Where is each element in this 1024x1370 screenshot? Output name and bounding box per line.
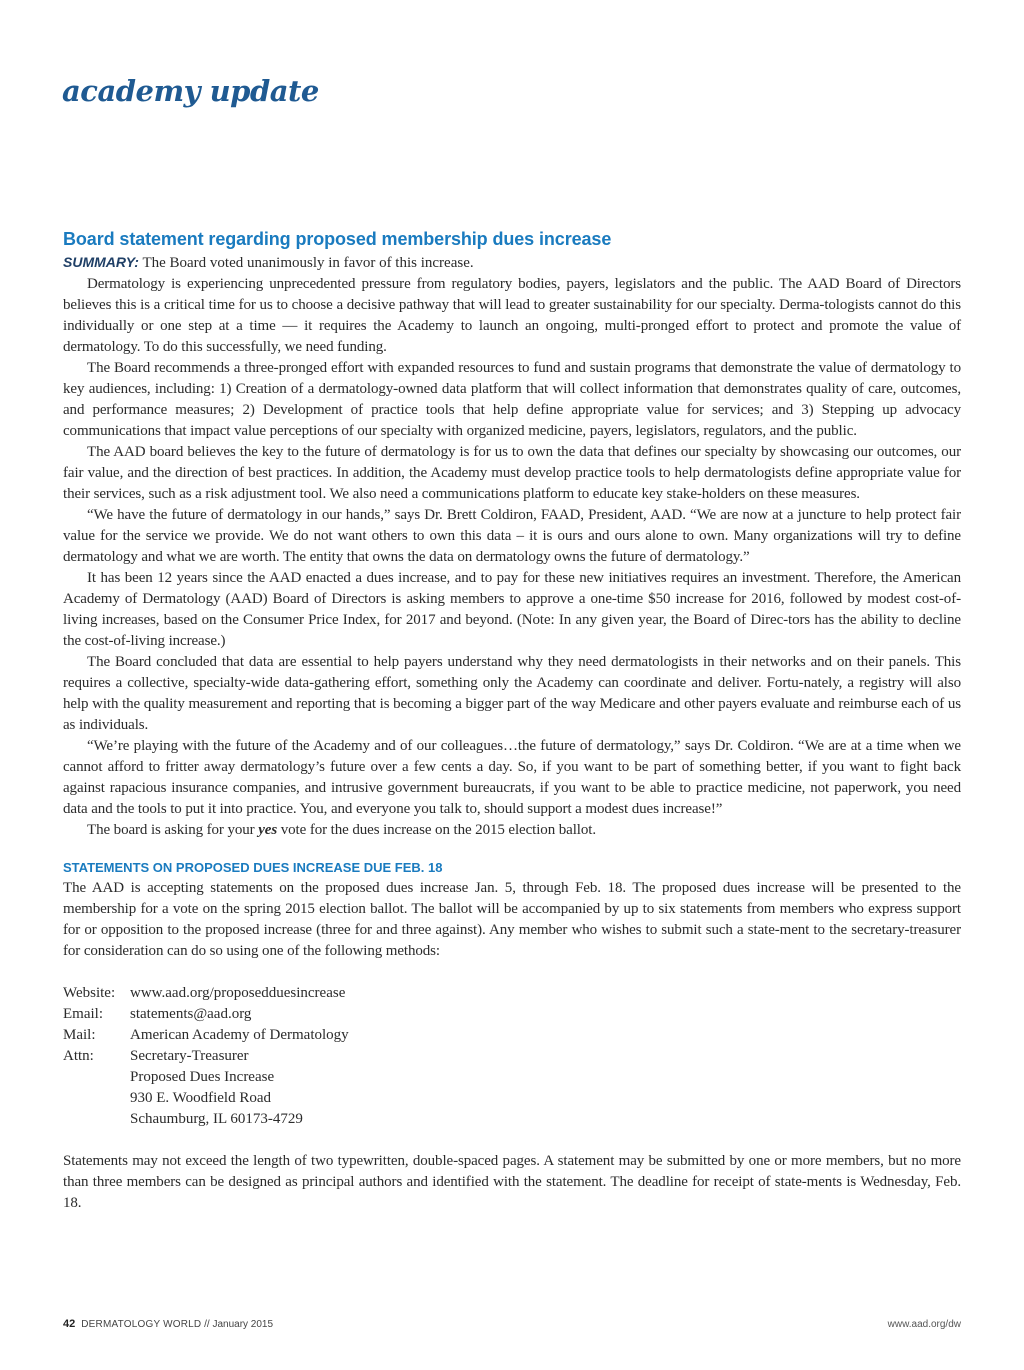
- contact-methods: [63, 983, 961, 1130]
- contact-email: [63, 1004, 961, 1025]
- contact-label: Email:: [63, 1006, 103, 1022]
- statements-subhead: STATEMENTS ON PROPOSED DUES INCREASE DUE FEB. 18: [63, 860, 443, 875]
- page-number: 42: [63, 1318, 76, 1330]
- article-final-paragraph: [63, 820, 961, 841]
- address-line: 930 E. Woodfield Road: [130, 1090, 271, 1106]
- contact-website: [63, 983, 961, 1004]
- address-line: Proposed Dues Increase: [130, 1069, 275, 1085]
- issue-date: // January 2015: [201, 1319, 274, 1330]
- summary-text: The Board voted unanimously in favor of this increase.: [138, 255, 474, 271]
- article-paragraph: Dermatology is experiencing unprecedented pressure from regulatory bodies, payers, legislators and the public. The AAD Board of Directors believes this is a critical time for us to choose a decisive pathway that will lead to greater sustainability for our specialty. Derma-tologists cannot do this individually or one step at a time — it requires the Academy to launch an ongoing, multi-pronged effort to protect and promote the value of dermatology. To do this successfully, we need funding.: [63, 276, 961, 355]
- article-paragraph: It has been 12 years since the AAD enacted a dues increase, and to pay for these new initiatives requires an investment. Therefore, the American Academy of Dermatology (AAD) Board of Directors is asking members to approve a one-time $50 increase for 2016, followed by modest cost-of-living increases, based on the Consumer Price Index, for 2017 and beyond. (Note: In any given year, the Board of Direc-tors has the ability to decline the cost-of-living increase.): [63, 570, 961, 649]
- address-line: Secretary-Treasurer: [130, 1048, 249, 1064]
- final-text-after: vote for the dues increase on the 2015 election ballot.: [277, 822, 596, 838]
- contact-mail: [63, 1025, 961, 1046]
- website-link[interactable]: www.aad.org/proposedduesincrease: [130, 985, 346, 1001]
- article-summary: [63, 252, 961, 274]
- article-paragraph: The AAD board believes the key to the future of dermatology is for us to own the data that defines our specialty by showcasing our outcomes, our fair value, and the direction of best practices. In addition, the Academy must develop practice tools to help dermatologists define appropriate value for their services, such as a risk adjustment tool. We also need a communications platform to educate key stake-holders on these measures.: [63, 444, 961, 502]
- section-title: academy update: [62, 74, 319, 108]
- address-lines: [130, 1046, 303, 1130]
- article-paragraph: “We’re playing with the future of the Academy and of our colleagues…the future of dermatology,” says Dr. Coldiron. “We are at a time when we cannot afford to fritter away dermatology’s future over a few cents a day. So, if you want to be part of something better, if you want to fight back against rapacious insurance companies, and intrusive government bureaucrats, if you want to be able to practice medicine, not paperwork, you need data and the tools to put it into practice. You, and everyone you talk to, should support a modest dues increase!”: [63, 738, 961, 817]
- statements-closing: Statements may not exceed the length of two typewritten, double-spaced pages. A statement may be submitted by one or more members, but no more than three members can be designed as principal authors and identified with the statement. The deadline for receipt of state-ments is Wednesday, Feb. 18.: [63, 1153, 961, 1211]
- final-text-before: The board is asking for your: [87, 822, 259, 838]
- address-line: Schaumburg, IL 60173-4729: [130, 1111, 303, 1127]
- footer-url[interactable]: www.aad.org/dw: [887, 1319, 961, 1330]
- mail-value: American Academy of Dermatology: [130, 1027, 349, 1043]
- contact-label: Website:: [63, 985, 116, 1001]
- article-paragraph: The Board recommends a three-pronged effort with expanded resources to fund and sustain programs that demonstrate the value of dermatology to key audiences, including: 1) Creation of a dermatology-owned data platform that will collect information that demonstrates quality of care, outcomes, and performance measures; 2) Development of practice tools that help define appropriate value for services; and 3) Stepping up advocacy communications that impact value perceptions of our specialty with organized medicine, payers, legislators, regulators, and the public.: [63, 360, 961, 439]
- article-headline: Board statement regarding proposed membership dues increase: [63, 229, 612, 249]
- statements-intro: The AAD is accepting statements on the proposed dues increase Jan. 5, through Feb. 18. The proposed dues increase will be presented to the membership for a vote on the spring 2015 election ballot. The ballot will be accompanied by up to six statements from members who express support for or opposition to the proposed increase (three for and three against). Any member who wishes to submit such a state-ment to the secretary-treasurer for consideration can do so using one of the following methods:: [63, 880, 961, 959]
- contact-attn: [63, 1046, 961, 1130]
- final-emphasis: yes: [258, 822, 278, 838]
- email-link[interactable]: statements@aad.org: [130, 1006, 252, 1022]
- article-paragraph: “We have the future of dermatology in our hands,” says Dr. Brett Coldiron, FAAD, President, AAD. “We are now at a juncture to help protect fair value for the service we provide. We do not want others to own this data – it is ours and ours alone to own. Many organizations will try to define dermatology and what we are worth. The entity that owns the data on dermatology owns the future of dermatology.”: [63, 507, 961, 565]
- article-body: [63, 274, 961, 841]
- contact-label: Attn:: [63, 1048, 94, 1064]
- summary-label: SUMMARY:: [63, 254, 139, 270]
- footer-left: [63, 1318, 273, 1330]
- magazine-name: DERMATOLOGY WORLD: [81, 1319, 202, 1330]
- article-paragraph: The Board concluded that data are essential to help payers understand why they need dermatologists in their networks and on their panels. This requires a collective, specialty-wide data-gathering effort, something only the Academy can coordinate and deliver. Fortu-nately, a registry will also help with the quality measurement and reporting that is becoming a bigger part of the way Medicare and other payers evaluate and reimburse each of us as individuals.: [63, 654, 961, 733]
- page-footer: [63, 1318, 961, 1330]
- article: [63, 227, 961, 1214]
- contact-label: Mail:: [63, 1027, 96, 1043]
